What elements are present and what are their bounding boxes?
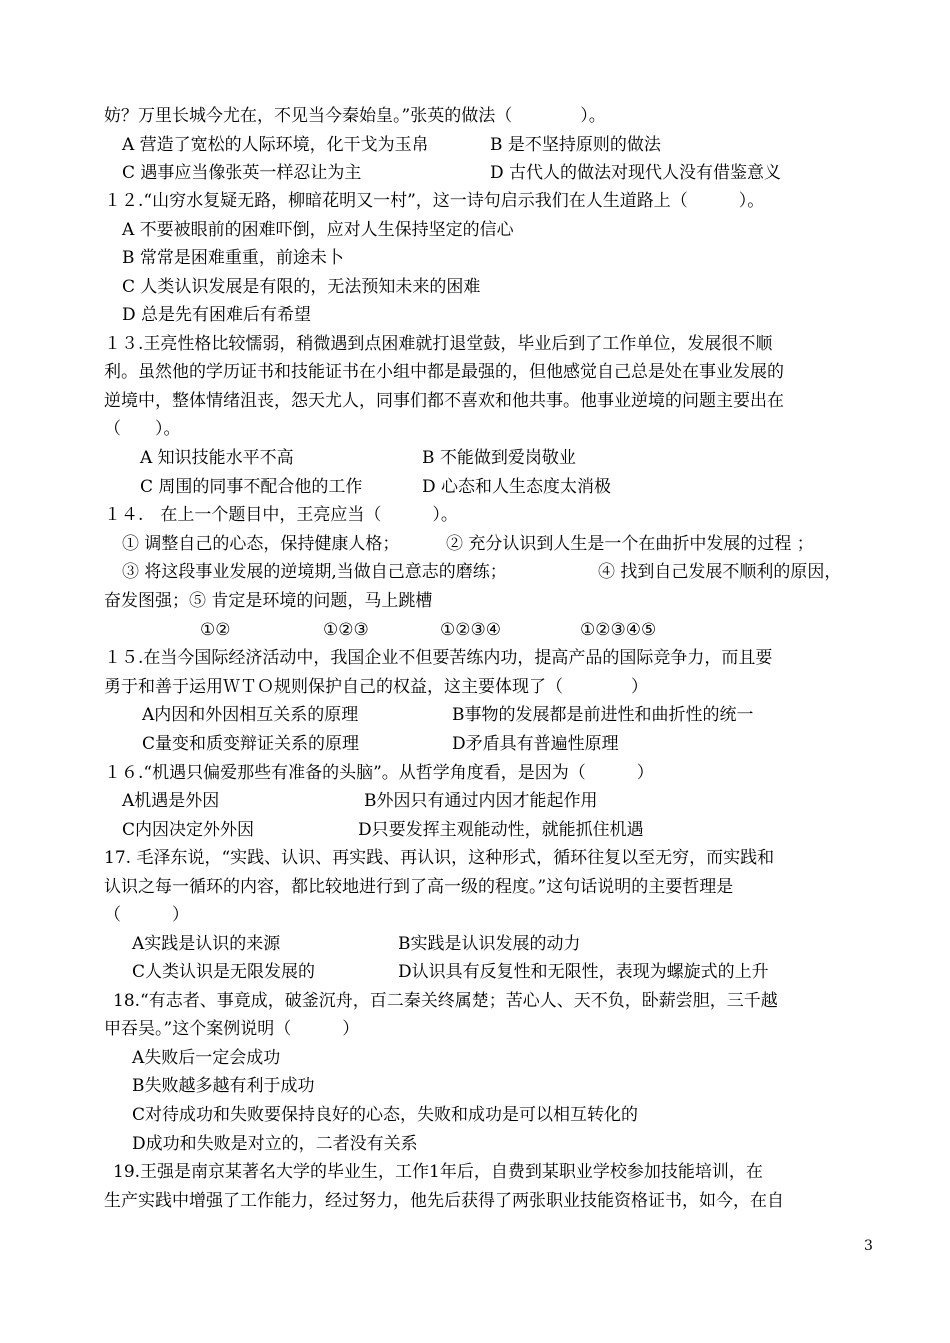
option-d: D只要发挥主观能动性，就能抓住机遇 [358, 820, 644, 840]
question-14: １４. 在上一个题目中，王亮应当（ ）。 [104, 505, 458, 525]
text-line: 利。虽然他的学历证书和技能证书在小组中都是最强的，但他感觉自己总是处在事业发展的 [104, 362, 784, 382]
text-line: 甲吞吴。”这个案例说明（ ） [104, 1019, 360, 1039]
text-line: 勇于和善于运用ＷＴＯ规则保护自己的权益，这主要体现了（ ） [104, 677, 648, 697]
option-b: B事物的发展都是前进性和曲折性的统一 [452, 705, 754, 725]
choice-1: ① 调整自己的心态，保持健康人格； [122, 534, 400, 554]
text-line: （ ） [104, 905, 189, 925]
option-c: C量变和质变辩证关系的原理 [142, 734, 360, 754]
answer-option-2: ①②③ [323, 620, 369, 640]
question-13: １３.王亮性格比较懦弱，稍微遇到点困难就打退堂鼓，毕业后到了工作单位，发展很不顺 [104, 334, 773, 354]
option-b: B外因只有通过内因才能起作用 [364, 791, 598, 811]
text-line: 认识之每一循环的内容，都比较地进行到了高一级的程度。”这句话说明的主要哲理是 [104, 877, 734, 897]
answer-option-1: ①② [200, 620, 231, 640]
question-18: 18.“有志者、事竟成，破釜沉舟，百二秦关终属楚；苦心人、天不负，卧薪尝胆，三千越 [113, 991, 778, 1011]
question-15: １５.在当今国际经济活动中，我国企业不但要苦练内功，提高产品的国际竞争力，而且要 [104, 648, 773, 668]
option-a: A 知识技能水平不高 [140, 448, 294, 468]
option-d: D 心态和人生态度太消极 [422, 477, 612, 497]
option-b: B实践是认识发展的动力 [398, 934, 581, 954]
question-17: 17. 毛泽东说，“实践、认识、再实践、再认识，这种形式，循环往复以至无穷，而实践和 [104, 848, 775, 868]
option-d: D 古代人的做法对现代人没有借鉴意义 [490, 163, 782, 183]
option-b: B 常常是困难重重，前途未卜 [122, 248, 344, 268]
option-c: C 周围的同事不配合他的工作 [140, 477, 363, 497]
option-a: A 营造了宽松的人际环境，化干戈为玉帛 [122, 135, 429, 155]
option-a: A机遇是外因 [122, 791, 220, 811]
choice-2: ② 充分认识到人生是一个在曲折中发展的过程 ； [446, 534, 814, 554]
option-a: A失败后一定会成功 [132, 1048, 281, 1068]
answer-option-4: ①②③④⑤ [580, 620, 657, 640]
answer-option-3: ①②③④ [440, 620, 501, 640]
option-d: D成功和失败是对立的，二者没有关系 [132, 1134, 418, 1154]
page-number: 3 [864, 1238, 873, 1254]
choice-3: ③ 将这段事业发展的逆境期,当做自己意志的磨练； [122, 562, 507, 582]
option-b: B失败越多越有利于成功 [132, 1076, 315, 1096]
option-c: C 遇事应当像张英一样忍让为主 [122, 163, 362, 183]
option-a: A内因和外因相互关系的原理 [142, 705, 359, 725]
option-b: B 是不坚持原则的做法 [490, 135, 661, 155]
option-c: C 人类认识发展是有限的，无法预知未来的困难 [122, 277, 481, 297]
option-c: C对待成功和失败要保持良好的心态，失败和成功是可以相互转化的 [132, 1105, 639, 1125]
text-line: 妨？万里长城今尤在，不见当今秦始皇。”张英的做法（ ）。 [104, 106, 606, 126]
text-line: 生产实践中增强了工作能力，经过努力，他先后获得了两张职业技能资格证书，如今，在自 [104, 1191, 784, 1211]
option-a: A 不要被眼前的困难吓倒，应对人生保持坚定的信心 [122, 220, 514, 240]
text-line: 逆境中，整体情绪沮丧，怨天尤人，同事们都不喜欢和他共事。他事业逆境的问题主要出在 [104, 391, 784, 411]
question-12: １２.“山穷水复疑无路，柳暗花明又一村”，这一诗句启示我们在人生道路上（ ）。 [104, 191, 765, 211]
option-d: D矛盾具有普遍性原理 [452, 734, 619, 754]
question-19: 19.王强是南京某著名大学的毕业生，工作1年后，自费到某职业学校参加技能培训，在 [113, 1162, 763, 1182]
option-d: D 总是先有困难后有希望 [122, 305, 312, 325]
option-c: C人类认识是无限发展的 [132, 962, 316, 982]
question-16: １６.“机遇只偏爱那些有准备的头脑”。从哲学角度看，是因为（ ） [104, 763, 654, 783]
text-line: （ ）。 [104, 419, 181, 439]
choice-5: 奋发图强；⑤ 肯定是环境的问题，马上跳槽 [104, 591, 433, 611]
choice-4: ④ 找到自己发展不顺利的原因， [598, 562, 842, 582]
option-d: D认识具有反复性和无限性，表现为螺旋式的上升 [398, 962, 769, 982]
option-b: B 不能做到爱岗敬业 [422, 448, 576, 468]
option-c: C内因决定外外因 [122, 820, 255, 840]
option-a: A实践是认识的来源 [132, 934, 281, 954]
